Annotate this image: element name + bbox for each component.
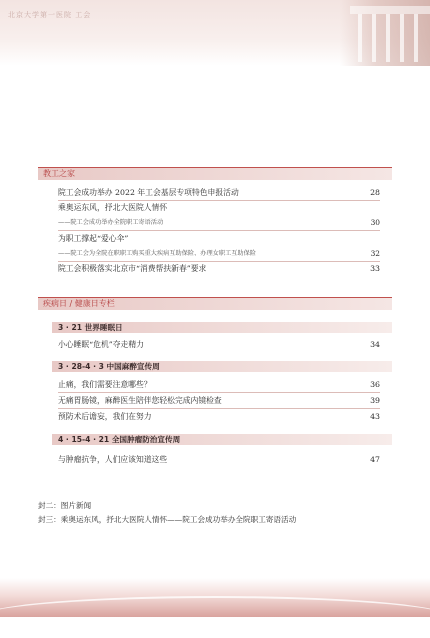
section-header-staff-home [38, 167, 392, 180]
subsection-header [52, 322, 392, 333]
entry-page: 34 [370, 340, 380, 349]
entry-title: 与肿瘤抗争，人们应该知道这些 [58, 455, 168, 464]
toc-entry[interactable] [58, 394, 380, 407]
subsection-title: 4 · 15-4 · 21 全国肿瘤防治宣传周 [58, 435, 181, 444]
cover2-note: 封二：图片新闻 [38, 501, 92, 510]
toc-entry[interactable] [58, 247, 380, 260]
entry-page: 28 [370, 188, 380, 197]
footer-band [0, 578, 430, 617]
toc-entry[interactable] [58, 201, 380, 214]
divider [58, 408, 380, 409]
divider [58, 230, 380, 231]
entry-subtitle: ——院工会成功举办全院职工寄语活动 [58, 219, 164, 226]
entry-title: 无痛胃肠镜，麻醉医生陪伴您轻松完成内镜检查 [58, 396, 222, 405]
entry-page: 39 [370, 396, 380, 405]
section-title: 教工之家 [43, 169, 75, 178]
subsection-header [52, 361, 392, 372]
toc-entry[interactable] [58, 378, 380, 391]
entry-title: 止痛，我们需要注意哪些？ [58, 380, 152, 389]
entry-title: 院工会积极落实北京市“消费帮扶新春”要求 [58, 264, 207, 273]
subsection-title: 3 · 28-4 · 3 中国麻醉宣传周 [58, 362, 160, 371]
toc-entry[interactable] [58, 410, 380, 423]
header-band [0, 0, 430, 66]
subsection-title: 3 · 21 世界睡眠日 [58, 323, 123, 332]
entry-page: 47 [370, 455, 380, 464]
entry-subtitle: ——院工会为全院在职职工购买重大疾病互助保险、办理女职工互助保险 [58, 250, 256, 257]
entry-page: 30 [370, 218, 380, 227]
entry-title: 为职工撑起“爱心伞” [58, 234, 129, 243]
toc-entry[interactable] [58, 262, 380, 275]
entry-title: 乘奥运东风，抒北大医院人情怀 [58, 203, 168, 212]
section-title: 疾病日 / 健康日专栏 [43, 299, 115, 308]
entry-page: 33 [370, 264, 380, 273]
toc-entry[interactable] [58, 232, 380, 245]
section-header-disease-day [38, 297, 392, 310]
entry-page: 32 [370, 249, 380, 258]
toc-entry[interactable] [58, 338, 380, 351]
subsection-header [52, 434, 392, 445]
entry-title: 小心睡眠“危机”夺走精力 [58, 340, 144, 349]
toc-entry[interactable] [58, 186, 380, 199]
masthead-text: 北京大学第一医院 工会 [8, 11, 92, 19]
entry-title: 预防术后谵妄，我们在努力 [58, 412, 152, 421]
toc-entry[interactable] [58, 453, 380, 466]
entry-page: 36 [370, 380, 380, 389]
toc-entry[interactable] [58, 216, 380, 229]
cover3-note: 封三：乘奥运东风，抒北大医院人情怀——院工会成功举办全院职工寄语活动 [38, 515, 297, 524]
building-illustration [340, 0, 430, 66]
divider [58, 392, 380, 393]
entry-title: 院工会成功举办 2022 年工会基层专项特色申报活动 [58, 188, 239, 197]
entry-page: 43 [370, 412, 380, 421]
